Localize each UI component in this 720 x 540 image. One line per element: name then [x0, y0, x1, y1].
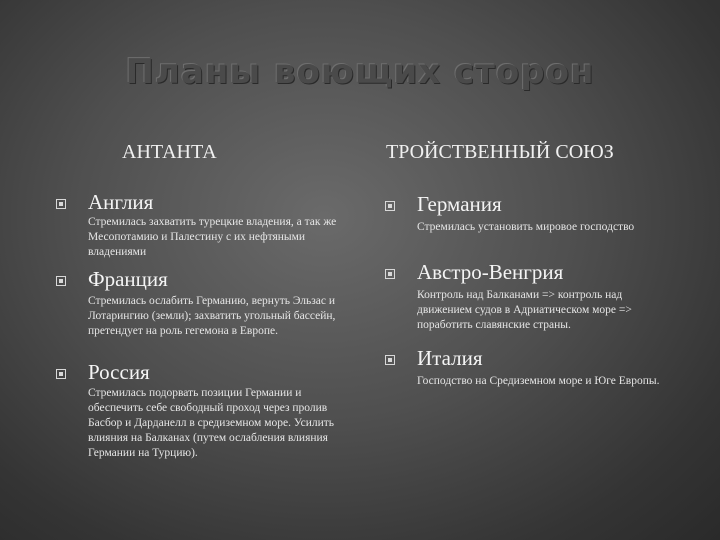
- bullet-icon: [56, 369, 66, 379]
- desc-italy: Господство на Средиземном море и Юге Европы.: [417, 375, 660, 387]
- item-austria-hungary: Австро-Венгрия: [417, 260, 564, 284]
- bullet-icon: [385, 355, 395, 365]
- desc-russia: Стремилась подорвать позиции Германии и обеспечить себе свободный проход через пролив Басбор и Дарданелл в средиземном море. Усилить влияния на Балканах (путем ослабления влияния Германии на Турцию).: [88, 387, 335, 459]
- bullet-icon: [385, 201, 395, 211]
- desc-england: Стремилась захватить турецкие владения, а так же Месопотамию и Палестину с их нефтяными владениями: [88, 216, 337, 258]
- bullet-icon: [385, 269, 395, 279]
- desc-austria-hungary: Контроль над Балканами => контроль над движением судов в Адриатическом море => поработить славянские страны.: [417, 289, 632, 331]
- item-russia: Россия: [88, 360, 150, 384]
- item-italy: Италия: [417, 346, 483, 370]
- bullet-icon: [56, 199, 66, 209]
- entente-heading: АНТАНТА: [122, 141, 217, 163]
- item-france: Франция: [88, 267, 168, 291]
- triple-alliance-heading: ТРОЙСТВЕННЫЙ СОЮЗ: [386, 141, 614, 163]
- item-england: Англия: [88, 190, 154, 214]
- desc-france: Стремилась ослабить Германию, вернуть Эльзас и Лотарингию (земли); захватить угольный бассейн, претендует на роль гегемона в Европе.: [88, 295, 336, 337]
- slide-title: Планы воющих сторон: [125, 52, 595, 92]
- desc-germany: Стремилась установить мировое господство: [417, 221, 635, 233]
- item-germany: Германия: [417, 192, 502, 216]
- bullet-icon: [56, 276, 66, 286]
